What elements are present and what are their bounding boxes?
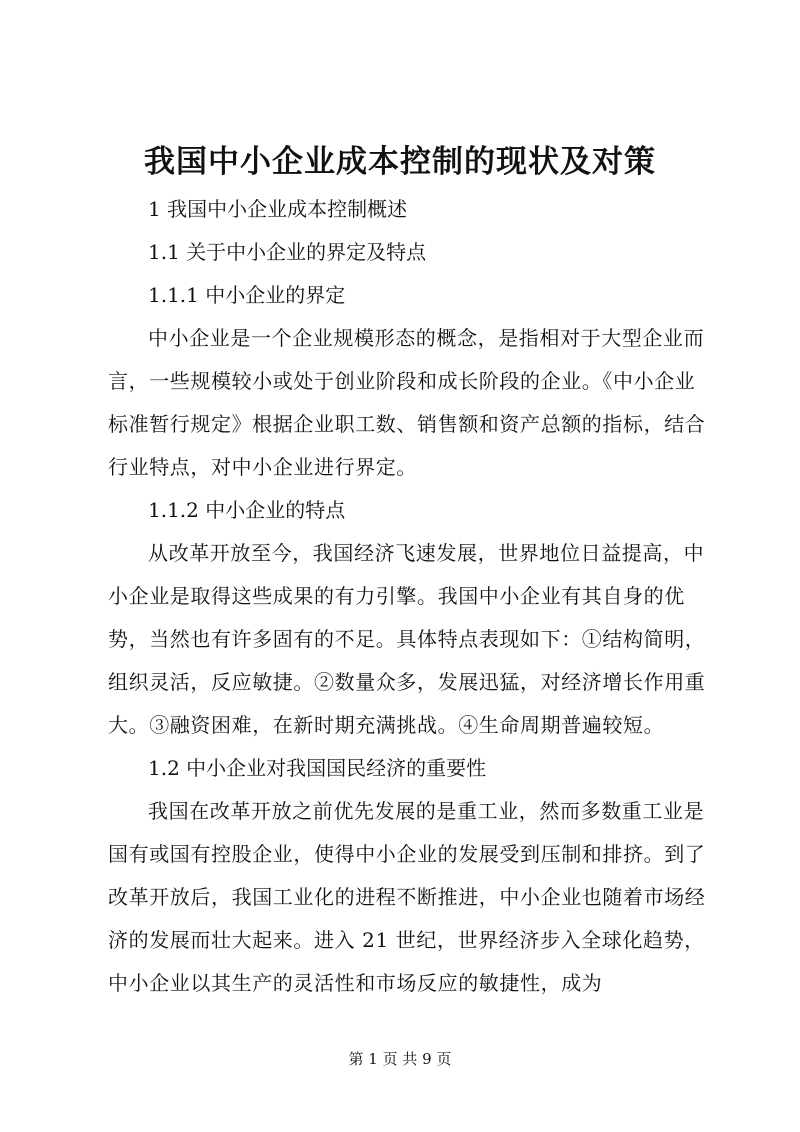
paragraph-characteristics: 从改革开放至今，我国经济飞速发展，世界地位日益提高，中小企业是取得这些成果的有力引擎。我国中小企业有其自身的优势，当然也有许多固有的不足。具体特点表现如下：①结构简明，组织灵活，反应敏捷。②数量众多，发展迅猛，对经济增长作用重大。③融资困难，在新时期充满挑战。④生命周期普遍较短。: [108, 541, 706, 737]
document-body: [108, 188, 708, 1005]
document-title: 我国中小企业成本控制的现状及对策: [144, 144, 656, 180]
section-heading-1-1-2: 1.1.2 中小企业的特点: [148, 498, 346, 522]
section-heading-1-1: 1.1 关于中小企业的界定及特点: [148, 240, 427, 264]
section-heading-1-2: 1.2 中小企业对我国国民经济的重要性: [148, 756, 487, 780]
section-heading-1-1-1: 1.1.1 中小企业的界定: [148, 283, 346, 307]
paragraph-definition: 中小企业是一个企业规模形态的概念，是指相对于大型企业而言，一些规模较小或处于创业阶段和成长阶段的企业。《中小企业标准暂行规定》根据企业职工数、销售额和资产总额的指标，结合行业特点，对中小企业进行界定。: [108, 326, 706, 479]
page-footer: 第 1 页 共 9 页: [348, 1050, 452, 1068]
section-heading-1: 1 我国中小企业成本控制概述: [148, 197, 408, 221]
paragraph-importance: 我国在改革开放之前优先发展的是重工业，然而多数重工业是国有或国有控股企业，使得中小企业的发展受到压制和排挤。到了改革开放后，我国工业化的进程不断推进，中小企业也随着市场经济的发展而壮大起来。进入 21 世纪，世界经济步入全球化趋势，中小企业以其生产的灵活性和市场反应的敏捷性，成为: [108, 799, 706, 995]
